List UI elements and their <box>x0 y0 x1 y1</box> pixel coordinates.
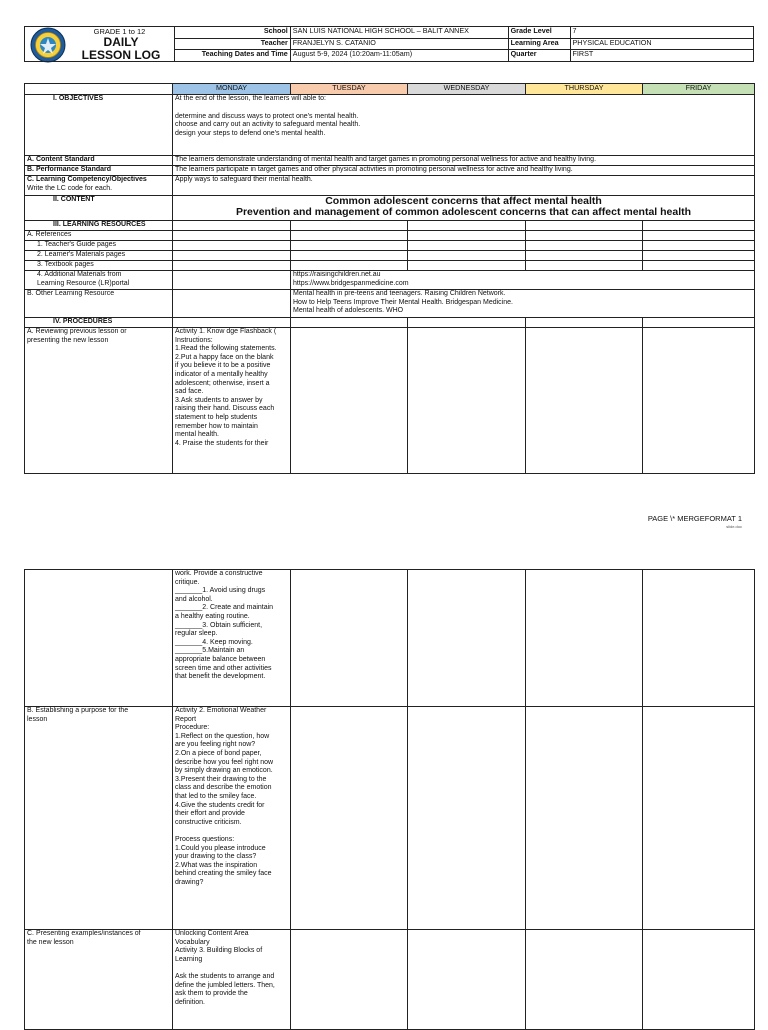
competency-sub: Write the LC code for each. <box>27 184 113 192</box>
page-footer: PAGE \* MERGEFORMAT 1 <box>647 514 742 523</box>
procedure-a-label: A. Reviewing previous lesson or presenting the new lesson <box>25 328 173 474</box>
lesson-table-page2 <box>24 569 755 1030</box>
quarter-value: FIRST <box>570 50 753 62</box>
procedure-a-monday-cont: work. Provide a constructive critique. _______1. Avoid using drugs and alcohol. _______2. Create and maintain a healthy eating routine. _______3. Obtain sufficient, regular sleep. _______4. Keep moving. _______5.Maintain an appropriate balance between screen time and other activities that benefit the development. <box>173 570 291 707</box>
content-line-1: Common adolescent concerns that affect mental health <box>325 195 602 207</box>
objectives-heading: I. OBJECTIVES <box>25 95 173 156</box>
content-standard-value: The learners demonstrate understanding of mental health and target games in promoting personal wellness for active and healthy living. <box>173 156 755 166</box>
dates-label: Teaching Dates and Time <box>174 50 290 62</box>
content-standard-label: A. Content Standard <box>25 156 173 166</box>
objective-item: design your steps to defend one's mental health. <box>175 129 326 137</box>
dates-value: August 5-9, 2024 (10:20am-11:05am) <box>290 50 508 62</box>
header-table <box>24 26 754 62</box>
grade-level-value: 7 <box>570 27 753 39</box>
content-cell <box>173 196 755 221</box>
objectives-intro: At the end of the lesson, the learners will able to: <box>175 95 326 102</box>
quarter-label: Quarter <box>508 50 570 62</box>
competency-value: Apply ways to safeguard their mental health. <box>173 176 755 196</box>
learning-area-value: PHYSICAL EDUCATION <box>570 38 753 50</box>
objective-item: determine and discuss ways to protect one's mental health. <box>175 112 359 120</box>
competency-label: C. Learning Competency/Objectives <box>27 176 147 183</box>
other-resource-value: Mental health in pre-teens and teenagers. Raising Children Network. How to Help Teens Improve Their Mental Health. Bridgespan Medicine. Mental health of adolescents. WHO <box>291 290 755 318</box>
procedure-c-label: C. Presenting examples/instances of the new lesson <box>25 930 173 1030</box>
performance-standard-label: B. Performance Standard <box>25 166 173 176</box>
footer-small-text: slide.doc <box>726 524 742 529</box>
teacher-label: Teacher <box>174 38 290 50</box>
procedures-heading: IV. PROCEDURES <box>25 318 173 328</box>
teachers-guide-label: 1. Teacher's Guide pages <box>25 241 173 251</box>
content-heading: II. CONTENT <box>25 196 173 221</box>
grade-level-label: Grade Level <box>508 27 570 39</box>
other-resource-label: B. Other Learning Resource <box>25 290 173 318</box>
teacher-value: FRANJELYN S. CATANIO <box>290 38 508 50</box>
grade-range: GRADE 1 to 12 <box>93 27 146 36</box>
document-title: DAILY LESSON LOG <box>81 35 161 62</box>
additional-materials-links: https://raisingchildren.net.au https://www.bridgespanmedicine.com <box>291 271 755 290</box>
objectives-cell <box>173 95 755 156</box>
day-thursday: THURSDAY <box>526 84 643 95</box>
objective-item: choose and carry out an activity to safeguard mental health. <box>175 121 361 129</box>
textbook-label: 3. Textbook pages <box>25 261 173 271</box>
additional-materials-label: 4. Additional Materials from Learning Resource (LR)portal <box>25 271 173 290</box>
day-tuesday: TUESDAY <box>291 84 408 95</box>
procedure-c-monday: Unlocking Content Area Vocabulary Activity 3. Building Blocks of Learning Ask the students to arrange and define the jumbled letters. Then, ask them to provide the definition. <box>173 930 291 1030</box>
learning-area-label: Learning Area <box>508 38 570 50</box>
days-row-blank <box>25 84 173 95</box>
references-label: A. References <box>25 231 173 241</box>
procedure-a-monday: Activity 1. Know dge Flashback ( Instructions: 1.Read the following statements. 2.Put a happy face on the blank if you believe it to be a positive indicator of a mentally healthy adolescent; otherwise, insert a sad face. 3.Ask students to answer by raising their hand. Discuss each statement to help students remember how to maintain mental health. 4. Praise the students for their <box>173 328 291 474</box>
day-monday: MONDAY <box>173 84 291 95</box>
school-label: School <box>174 27 290 39</box>
header-title-cell <box>25 27 175 62</box>
content-line-2: Prevention and management of common adolescent concerns that can affect mental health <box>235 206 692 218</box>
resources-heading: III. LEARNING RESOURCES <box>25 221 173 231</box>
procedure-b-monday: Activity 2. Emotional Weather Report Procedure: 1.Reflect on the question, how are you feeling right now? 2.On a piece of bond paper, describe how you feel right now by simply drawing an emoticon. 3.Present their drawing to the class and describe the emotion that led to the smiley face. 4.Give the students credit for their effort and provide constructive criticism. Process questions: 1.Could you please introduce your drawing to the class? 2.What was the inspiration behind creating the smiley face drawing? <box>173 707 291 930</box>
lesson-table-page1 <box>24 83 755 474</box>
days-row <box>25 84 755 95</box>
performance-standard-value: The learners participate in target games and other physical activities in promoting personal wellness for active and healthy living. <box>173 166 755 176</box>
school-value: SAN LUIS NATIONAL HIGH SCHOOL – BALIT ANNEX <box>290 27 508 39</box>
learners-materials-label: 2. Learner's Materials pages <box>25 251 173 261</box>
procedure-b-label: B. Establishing a purpose for the lesson <box>25 707 173 930</box>
day-friday: FRIDAY <box>643 84 755 95</box>
competency-label-cell <box>25 176 173 196</box>
day-wednesday: WEDNESDAY <box>408 84 526 95</box>
